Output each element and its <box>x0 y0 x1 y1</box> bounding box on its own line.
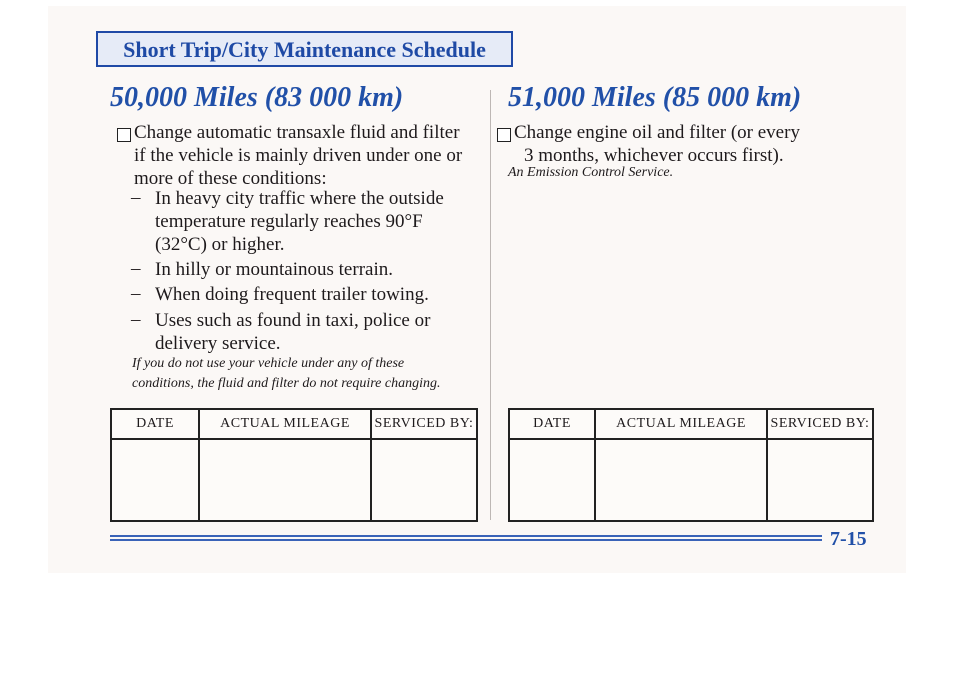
condition-3-line-1: When doing frequent trailer towing. <box>155 284 429 305</box>
left-item-line-3: more of these conditions: <box>134 168 327 189</box>
condition-2-line-1: In hilly or mountainous terrain. <box>155 259 393 280</box>
dash-icon: – <box>131 258 141 279</box>
section-title: Short Trip/City Maintenance Schedule <box>123 37 486 62</box>
right-checkbox-icon <box>497 128 511 142</box>
left-checkbox-icon <box>117 128 131 142</box>
dash-icon: – <box>131 187 141 208</box>
date-entry-cell <box>509 439 595 521</box>
left-mileage-heading: 50,000 Miles (83 000 km) <box>110 82 404 113</box>
table-header-actual-mileage: ACTUAL MILEAGE <box>199 409 371 439</box>
table-header-date: DATE <box>111 409 199 439</box>
table-header-actual-mileage: ACTUAL MILEAGE <box>595 409 767 439</box>
left-note-line-2: conditions, the fluid and filter do not require changing. <box>132 376 441 391</box>
section-header <box>96 31 513 67</box>
left-item-line-2: if the vehicle is mainly driven under one or <box>134 145 463 166</box>
left-service-log-table <box>110 408 478 522</box>
date-entry-cell <box>111 439 199 521</box>
dash-icon: – <box>131 309 141 330</box>
right-note: An Emission Control Service. <box>508 165 674 180</box>
mileage-entry-cell <box>199 439 371 521</box>
condition-1-line-2: temperature regularly reaches 90°F <box>155 211 423 232</box>
left-item-line-1: Change automatic transaxle fluid and filter <box>134 122 460 143</box>
condition-1-line-1: In heavy city traffic where the outside <box>155 188 444 209</box>
right-item-line-1: Change engine oil and filter (or every <box>514 122 800 143</box>
right-mileage-heading: 51,000 Miles (85 000 km) <box>508 82 802 113</box>
condition-4-line-1: Uses such as found in taxi, police or <box>155 310 431 331</box>
right-item-line-2: 3 months, whichever occurs first). <box>524 145 784 166</box>
table-header-date: DATE <box>509 409 595 439</box>
table-header-serviced-by: SERVICED BY: <box>767 409 873 439</box>
footer-rule-top <box>110 535 822 537</box>
condition-1-line-3: (32°C) or higher. <box>155 234 285 255</box>
serviced-by-entry-cell <box>371 439 477 521</box>
table-header-serviced-by: SERVICED BY: <box>371 409 477 439</box>
mileage-entry-cell <box>595 439 767 521</box>
dash-icon: – <box>131 283 141 304</box>
footer-rule-bottom <box>110 539 822 541</box>
column-divider <box>490 90 491 520</box>
serviced-by-entry-cell <box>767 439 873 521</box>
left-note-line-1: If you do not use your vehicle under any of these <box>132 356 405 371</box>
page-number: 7-15 <box>830 528 867 550</box>
right-service-log-table <box>508 408 874 522</box>
condition-4-line-2: delivery service. <box>155 333 281 354</box>
